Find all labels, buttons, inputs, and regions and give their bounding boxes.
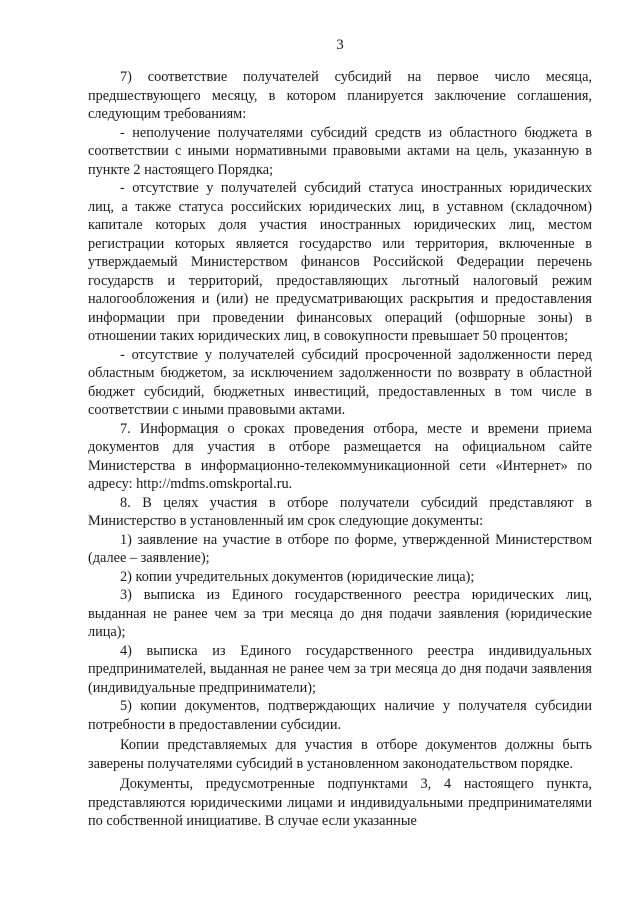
paragraph-section-7: 7. Информация о сроках проведения отбора, месте и времени приема документов для участия в отборе размещается на официальном сайте Министерства в информационно-телекоммуникационной сети «Интернет» по адресу: http://mdms.omskportal.ru. — [88, 420, 592, 492]
paragraph-section-8: 8. В целях участия в отборе получатели субсидий представляют в Министерство в установленный им срок следующие документы: — [88, 494, 592, 529]
document-body — [88, 68, 592, 831]
paragraph-item-7: 7) соответствие получателей субсидий на первое число месяца, предшествующего месяцу, в котором планируется заключение соглашения, следующим требованиям: — [88, 69, 592, 122]
paragraph-doc-3: 3) выписка из Единого государственного реестра юридических лиц, выданная не ранее чем за три месяца до дня подачи заявления (юридические лица); — [88, 587, 592, 640]
paragraph-no-debt: - отсутствие у получателей субсидий просроченной задолженности перед областным бюджетом, за исключением задолженности по возврату в областной бюджет субсидий, бюджетных инвестиций, предоставленных в том числе в соответствии с иными правовыми актами. — [88, 346, 592, 418]
paragraph-no-foreign-status: - отсутствие у получателей субсидий статуса иностранных юридических лиц, а также статуса российских юридических лиц, в уставном (складочном) капитале которых доля участия иностранных юридических лиц, местом регистрации которых является государство или территория, включенные в утверждаемый Министерством финансов Российской Федерации перечень государств и территорий, предоставляющих льготный налоговый режим налогообложения и (или) не предусматривающих раскрытия и предоставления информации при проведении финансовых операций (офшорные зоны) в отношении таких юридических лиц, в совокупности превышает 50 процентов; — [88, 180, 592, 344]
paragraph-doc-4: 4) выписка из Единого государственного реестра индивидуальных предпринимателей, выданная не ранее чем за три месяца до дня подачи заявления (индивидуальные предприниматели); — [88, 642, 592, 696]
paragraph-doc-2: 2) копии учредительных документов (юридические лица); — [120, 568, 475, 585]
page-number: 3 — [336, 37, 344, 53]
paragraph-doc-5: 5) копии документов, подтверждающих наличие у получателя субсидии потребности в предоставлении субсидии. — [88, 698, 592, 733]
paragraph-no-subsidies: - неполучение получателями субсидий средств из областного бюджета в соответствии с иными нормативными правовыми актами на цель, указанную в пункте 2 настоящего Порядка; — [88, 124, 592, 178]
paragraph-documents-initiative: Документы, предусмотренные подпунктами 3, 4 настоящего пункта, представляются юридическими лицами и индивидуальными предпринимателями по собственной инициативе. В случае если указанные — [88, 776, 592, 829]
paragraph-copies-certified: Копии представляемых для участия в отборе документов должны быть заверены получателями субсидий в установленном законодательством порядке. — [88, 737, 592, 772]
paragraph-doc-1: 1) заявление на участие в отборе по форме, утвержденной Министерством (далее – заявление); — [88, 531, 592, 566]
